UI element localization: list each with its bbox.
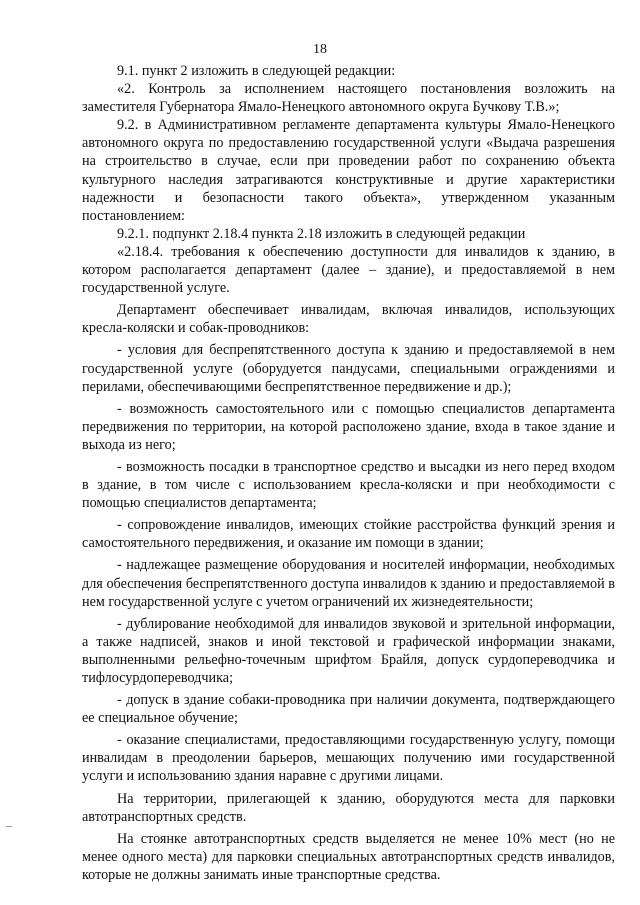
paragraph: 9.2. в Административном регламенте департамента культуры Ямало-Ненецкого автономного округа по предоставлению государственной услуги «Выдача разрешения на строительство в случае, если при проведении работ по сохранению объекта культурного наследия затрагиваются конструктивные и другие характеристики надежности и безопасности такого объекта», утвержденном указанным постановлением: xyxy=(82,117,615,224)
paragraph: На территории, прилегающей к зданию, оборудуются места для парковки автотранспортных средств. xyxy=(82,790,615,825)
paragraph: Департамент обеспечивает инвалидам, включая инвалидов, использующих кресла-коляски и собак-проводников: xyxy=(82,302,615,337)
page-number: 18 xyxy=(313,42,327,57)
document-body xyxy=(82,62,615,884)
list-item: - дублирование необходимой для инвалидов звуковой и зрительной информации, а также надписей, знаков и иной текстовой и графической информации знаками, выполненными рельефно-точечным шрифтом Брайля, допуск сурдопереводчика и тифлосурдопереводчика; xyxy=(82,615,615,686)
list-item: - допуск в здание собаки-проводника при наличии документа, подтверждающего ее специальное обучение; xyxy=(82,692,615,727)
paragraph: На стоянке автотранспортных средств выделяется не менее 10% мест (но не менее одного места) для парковки специальных автотранспортных средств инвалидов, которые не должны занимать иные транспортные средства. xyxy=(82,830,615,883)
margin-mark xyxy=(6,826,12,827)
paragraph: 9.1. пункт 2 изложить в следующей редакции: xyxy=(117,63,396,79)
list-item: - возможность посадки в транспортное средство и высадки из него перед входом в здание, в том числе с использованием кресла-коляски и при необходимости с помощью специалистов департамента; xyxy=(82,458,615,512)
list-item: - сопровождение инвалидов, имеющих стойкие расстройства функций зрения и самостоятельного передвижения, и оказание им помощи в здании; xyxy=(82,517,615,552)
list-item: - возможность самостоятельного или с помощью специалистов департамента передвижения по территории, на которой расположено здание, входа в такое здание и выхода из него; xyxy=(82,400,615,453)
paragraph: «2.18.4. требования к обеспечению доступности для инвалидов к зданию, в котором располагается департамент (далее – здание), и предоставляемой в нем государственной услуге. xyxy=(82,243,615,297)
list-item: - оказание специалистами, предоставляющими государственную услугу, помощи инвалидам в преодолении барьеров, мешающих получению ими государственной услуги и использованию здания наравне с другими лицами. xyxy=(82,732,615,785)
paragraph: «2. Контроль за исполнением настоящего постановления возложить на заместителя Губернатора Ямало-Ненецкого автономного округа Бучкову Т.В.»; xyxy=(82,81,615,116)
paragraph: 9.2.1. подпункт 2.18.4 пункта 2.18 изложить в следующей редакции xyxy=(117,225,526,242)
list-item: - надлежащее размещение оборудования и носителей информации, необходимых для обеспечения беспрепятственного доступа инвалидов к зданию и предоставляемой в нем государственной услуге с учетом ограничений их жизнедеятельности; xyxy=(82,557,615,610)
list-item: - условия для беспрепятственного доступа к зданию и предоставляемой в нем государственной услуге (оборудуется пандусами, специальными ограждениями и перилами, обеспечивающими беспрепятственное передвижение и др.); xyxy=(82,342,615,395)
